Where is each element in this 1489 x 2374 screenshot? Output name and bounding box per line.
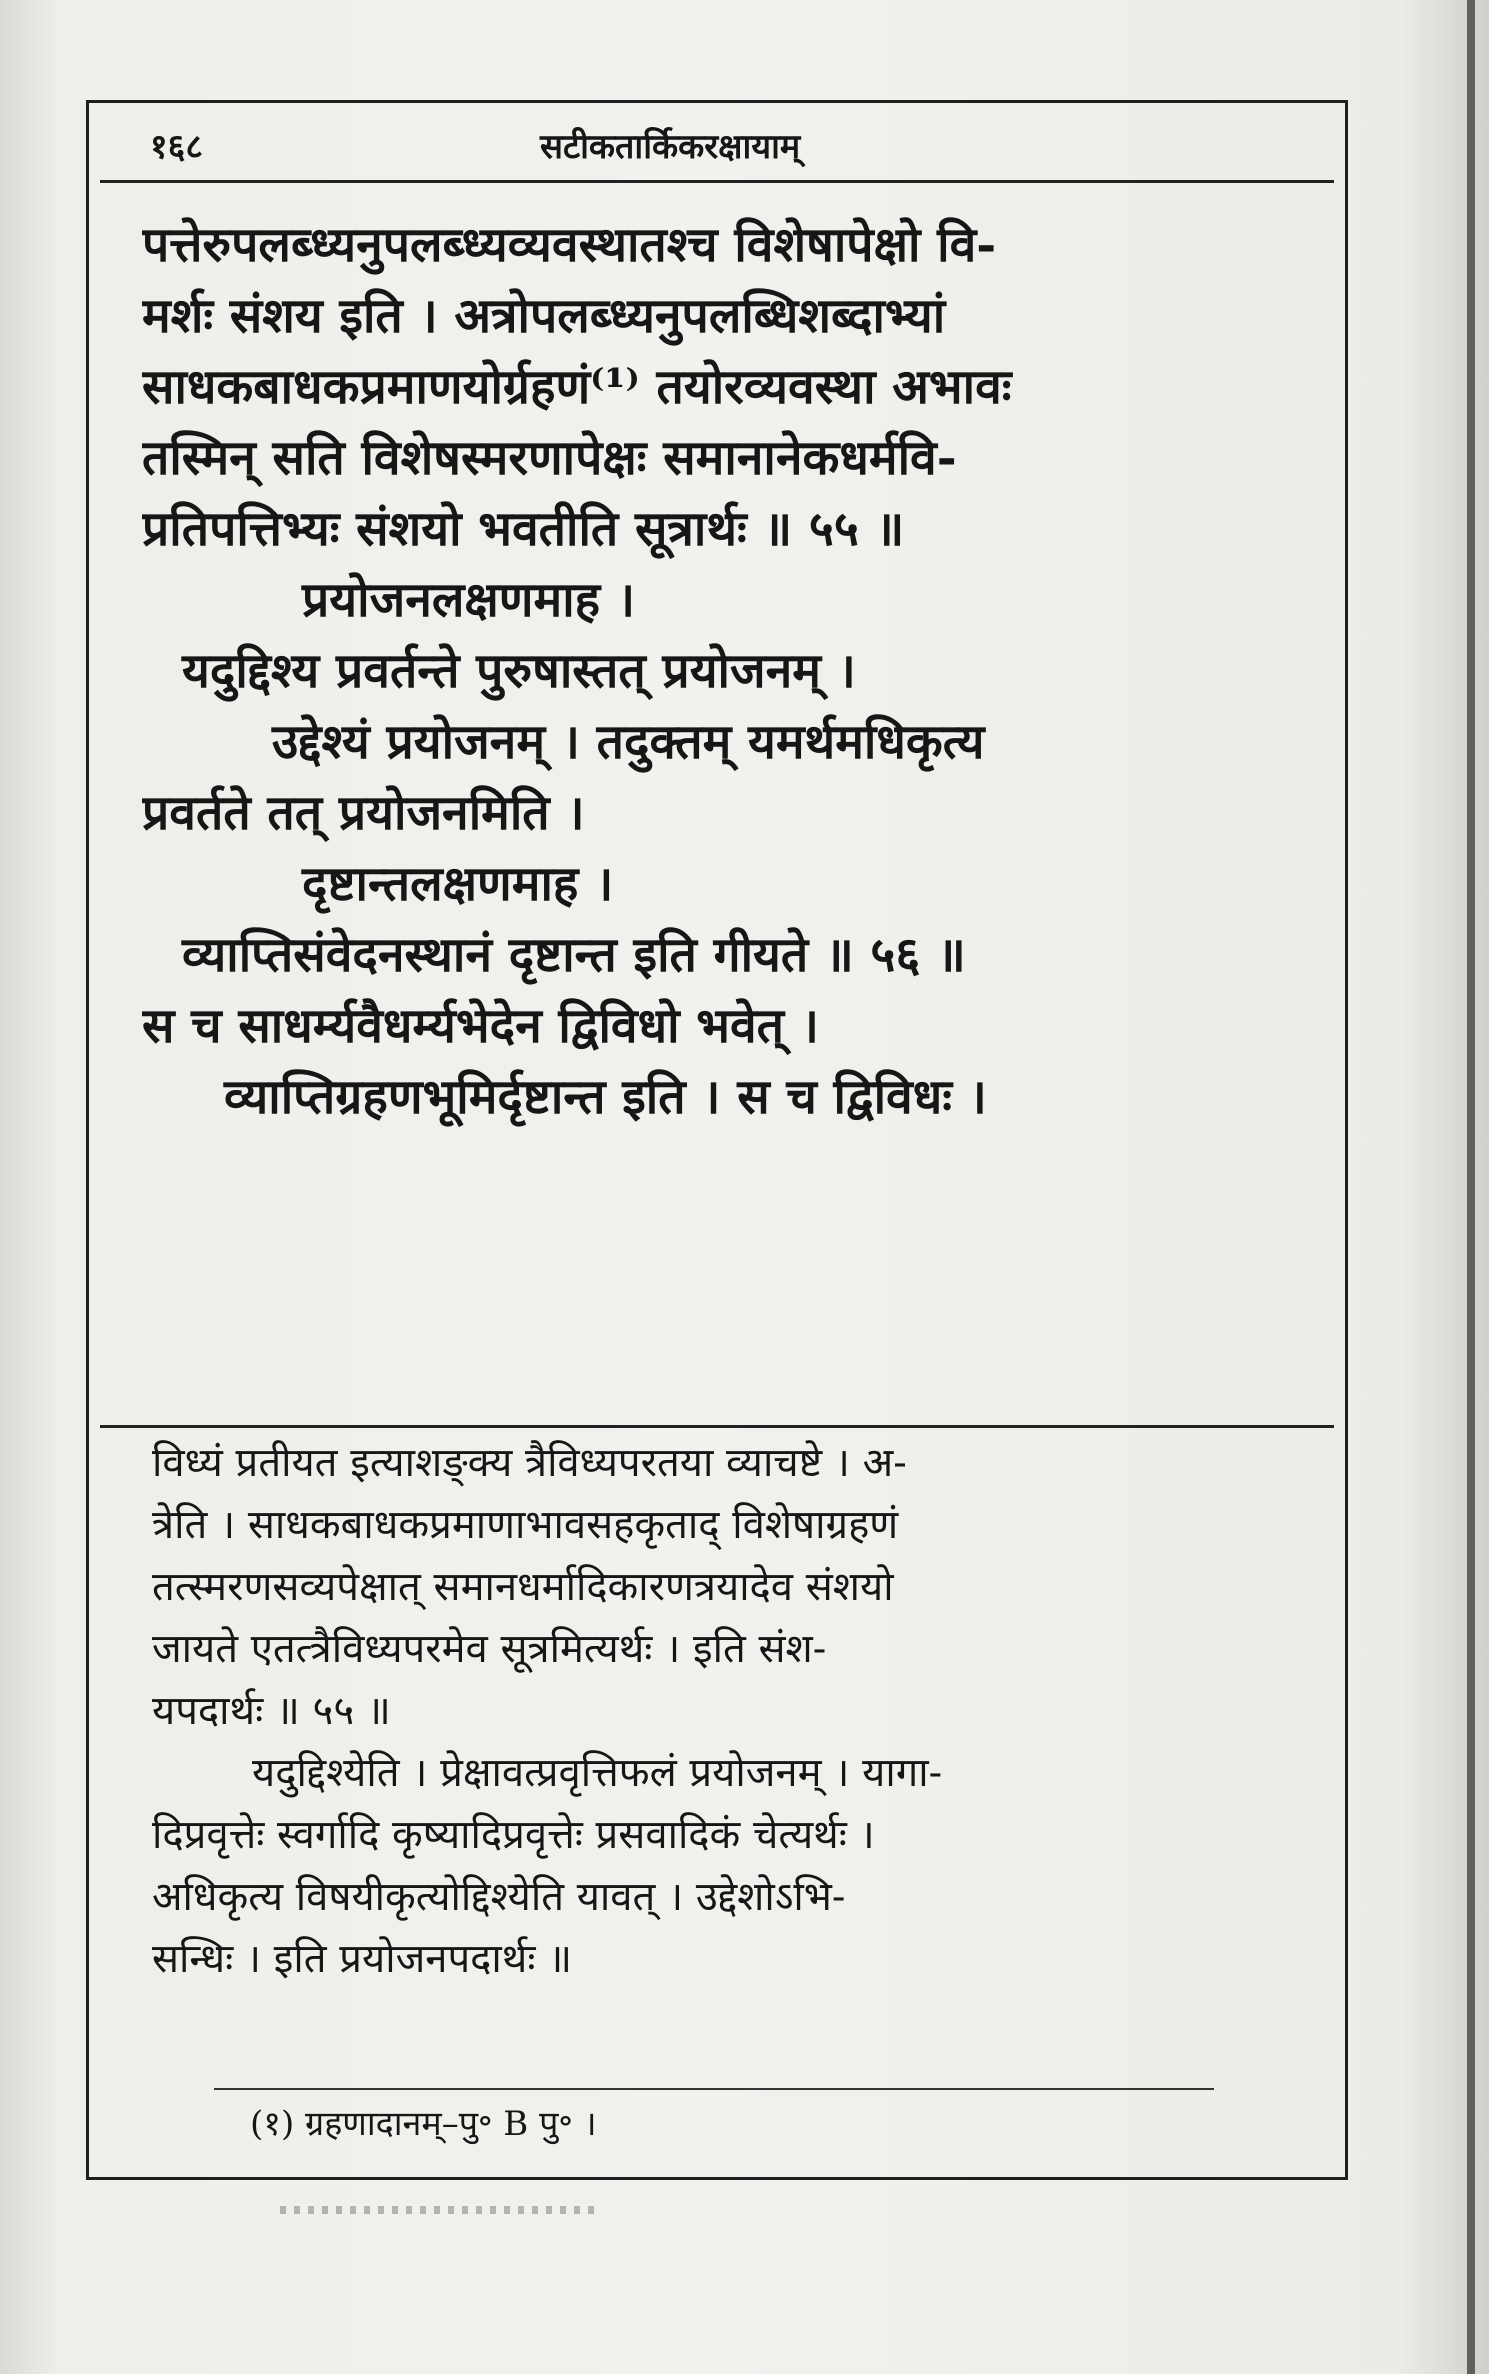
page-number: १६८ bbox=[150, 127, 204, 167]
commentary-divider bbox=[100, 1425, 1334, 1428]
main-line: साधकबाधकप्रमाणयोर्ग्रहणं⁽¹⁾ तयोरव्यवस्था अभावः bbox=[142, 359, 1012, 415]
running-title: सटीकतार्किकरक्षायाम् bbox=[540, 127, 801, 167]
main-line: उद्देश्यं प्रयोजनम् । तदुक्तम् यमर्थमधिकृत्य bbox=[272, 714, 985, 770]
commentary-line: दिप्रवृत्तेः स्वर्गादि कृष्यादिप्रवृत्तेः प्रसवादिकं चेत्यर्थः । bbox=[152, 1812, 875, 1858]
main-verse-line: स च साधर्म्यवैधर्म्यभेदेन द्विविधो भवेत् । bbox=[142, 998, 819, 1054]
commentary-line: अधिकृत्य विषयीकृत्योद्दिश्येति यावत् । उद्देशोऽभि- bbox=[152, 1874, 846, 1920]
main-line: पत्तेरुपलब्ध्यनुपलब्ध्यव्यवस्थातश्च विशेषापेक्षो वि- bbox=[142, 217, 997, 273]
commentary-block bbox=[152, 1432, 1322, 1990]
main-text-block bbox=[142, 210, 1322, 1133]
main-line: प्रतिपत्तिभ्यः संशयो भवतीति सूत्रार्थः ॥ ५५ ॥ bbox=[142, 501, 905, 557]
main-line: प्रयोजनलक्षणमाह । bbox=[302, 572, 636, 628]
main-verse-line: यदुद्दिश्य प्रवर्तन्ते पुरुषास्तत् प्रयोजनम् । bbox=[182, 643, 856, 699]
commentary-line: तत्स्मरणसव्यपेक्षात् समानधर्मादिकारणत्रयादेव संशयो bbox=[152, 1564, 894, 1610]
footnote-rule bbox=[214, 2088, 1214, 2090]
main-line: दृष्टान्तलक्षणमाह । bbox=[302, 856, 614, 912]
commentary-line: जायते एतत्त्रैविध्यपरमेव सूत्रमित्यर्थः । इति संश- bbox=[152, 1626, 827, 1672]
main-line: मर्शः संशय इति । अत्रोपलब्ध्यनुपलब्धिशब्दाभ्यां bbox=[142, 288, 946, 344]
main-line: तस्मिन् सति विशेषस्मरणापेक्षः समानानेकधर्मवि- bbox=[142, 430, 957, 486]
commentary-line: यपदार्थः ॥ ५५ ॥ bbox=[152, 1688, 391, 1734]
commentary-line: त्रेति । साधकबाधकप्रमाणाभावसहकृताद् विशेषाग्रहणं bbox=[152, 1502, 899, 1548]
book-spine-edge bbox=[1467, 0, 1475, 2374]
commentary-line: विध्यं प्रतीयत इत्याशङ्क्य त्रैविध्यपरतया व्याचष्टे । अ- bbox=[152, 1440, 907, 1486]
main-line: व्याप्तिग्रहणभूमिर्दृष्टान्त इति । स च द्विविधः । bbox=[224, 1069, 987, 1125]
main-line: प्रवर्तते तत् प्रयोजनमिति । bbox=[142, 785, 585, 841]
page-header bbox=[120, 122, 1320, 166]
header-rule bbox=[100, 180, 1334, 183]
commentary-line: यदुद्दिश्येति । प्रेक्षावत्प्रवृत्तिफलं प्रयोजनम् । यागा- bbox=[252, 1750, 943, 1796]
commentary-line: सन्धिः । इति प्रयोजनपदार्थः ॥ bbox=[152, 1936, 573, 1982]
print-bleed-marks bbox=[280, 2206, 600, 2214]
main-verse-line: व्याप्तिसंवेदनस्थानं दृष्टान्त इति गीयते ॥ ५६ ॥ bbox=[182, 927, 966, 983]
footnote: (१) ग्रहणादानम्–पु॰ B पु॰ । bbox=[250, 2104, 597, 2144]
